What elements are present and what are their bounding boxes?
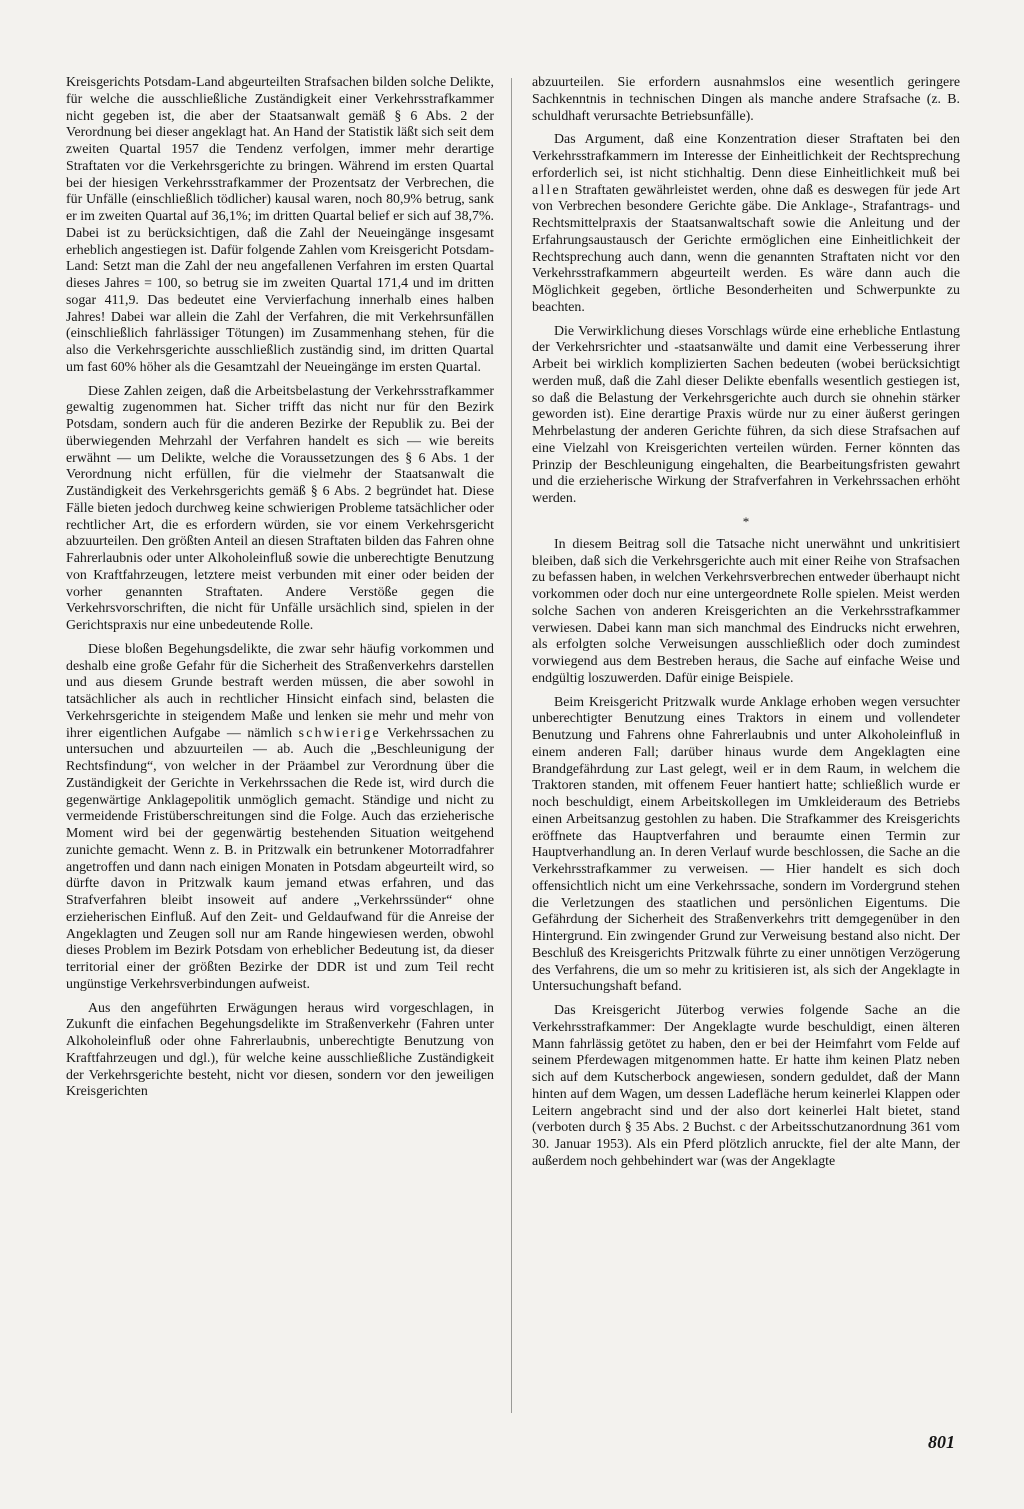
right-column — [532, 75, 960, 1178]
paragraph: Beim Kreisgericht Pritzwalk wurde Anklage erhoben wegen versuchter unberechtigter Benutzung eines Traktors in einem und vollendeter Benutzung und Fahrens ohne Fahrerlaubnis und unter Alkoholeinfluß in einem anderen Fall; darüber hinaus wurde dem Angeklagten eine Brandgefährdung zur Last gelegt, weil er in dem Raum, in welchem die Traktoren standen, mit offenem Feuer hantiert hatte; schließlich wurde er noch beschuldigt, einem Arbeitskollegen im Umkleideraum des Betriebs einen Arbeitsanzug gestohlen zu haben. Die Strafkammer des Kreisgerichts eröffnete das Hauptverfahren und beraumte einen Termin zur Hauptverhandlung an. In deren Verlauf wurde beschlossen, die Sache an die Verkehrsstrafkammer zu verweisen. — Hier handelt es sich doch offensichtlich nicht um eine Verkehrssache, sondern im Vordergrund stehen die Verletzungen des staatlichen und persönlichen Eigentums. Die Gefährdung der Sicherheit des Straßenverkehrs tritt demgegenüber in den Hintergrund. Ein zwingender Grund zur Verweisung bestand also nicht. Der Beschluß des Kreisgerichts Pritzwalk führte zu einer unnötigen Verzögerung des Verfahrens, die um so mehr zu kritisieren ist, als sich der Angeklagte in Untersuchungshaft befand. — [532, 694, 960, 995]
paragraph: Aus den angeführten Erwägungen heraus wird vorgeschlagen, in Zukunft die einfachen Begehungsdelikte im Straßenverkehr (Fahren unter Alkoholeinfluß oder ohne Fahrerlaubnis, unberechtigte Benutzung von Kraftfahrzeugen und dgl.), für welche keine ausschließliche Zuständigkeit der Verkehrsgerichte besteht, nicht vor diesen, sondern vor den jeweiligen Kreisgerichten — [66, 1000, 494, 1100]
paragraph: Die Verwirklichung dieses Vorschlags würde eine erhebliche Entlastung der Verkehrsrichter und -staatsanwälte und damit eine Verbesserung ihrer Arbeit bei wirklich komplizierten Sachen bedeuten (wobei berücksichtigt werden muß, daß die Zahl dieser Delikte ebenfalls wesentlich gestiegen ist, so daß die Belastung der Verkehrsgerichte auch durch sie ohnehin stärker geworden ist). Eine derartige Praxis würde nur zu einer äußerst geringen Mehrbelastung der anderen Gerichte führen, da sich diese Strafsachen auf eine Vielzahl von Kreisgerichten verteilen würden. Ferner könnten das Prinzip der Beschleunigung eingehalten, die Bearbeitungsfristen gewahrt und die erzieherische Wirkung der Strafverfahren in Verkehrssachen erhöht werden. — [532, 323, 960, 506]
paragraph: abzuurteilen. Sie erfordern ausnahmslos eine wesentlich geringere Sachkenntnis in technischen Dingen als manche andere Strafsache (z. B. schuldhaft verursachte Betriebsunfälle). — [532, 75, 960, 124]
paragraph — [66, 642, 494, 994]
section-separator: * — [742, 513, 750, 529]
emphasized-text: schwierige — [298, 725, 381, 741]
paragraph — [532, 132, 960, 316]
text-run: Straftaten gewährleistet werden, ohne daß es deswegen für jede Art von Verbrechen besondere Gerichte gäbe. Die Anklage-, Strafantrags- und Rechtsmittelpraxis der Staatsanwaltschaft sowie die Anleitung und der Erfahrungsaustausch der Gerichte ermöglichen eine Einheitlichkeit der Rechtsprechung auch dann, wenn die genannten Straftaten nicht vor den Verkehrsstrafkammern abgeurteilt werden. Es wäre dann auch die Möglichkeit gegeben, örtliche Besonderheiten und Schwerpunkte zu beachten. — [532, 182, 960, 315]
left-column — [66, 75, 494, 1108]
text-run: Diese bloßen Begehungsdelikte, die zwar sehr häufig vorkommen und deshalb eine große Gefahr für die Sicherheit des Straßenverkehrs darstellen und aus diesem Grunde bestraft werden müssen, die aber sowohl in tatsächlicher als auch in rechtlicher Hinsicht einfach sind, belasten die Verkehrsgerichte in steigendem Maße und lenken sie mehr und mehr von ihrer eigentlichen Aufgabe — nämlich — [66, 641, 494, 741]
paragraph: Das Kreisgericht Jüterbog verwies folgende Sache an die Verkehrsstrafkammer: Der Angeklagte wurde beschuldigt, einen älteren Mann fahrlässig getötet zu haben, den er bei der Heimfahrt vom Felde auf seinem Pferdewagen mitgenommen hatte. Er hatte ihm keinen Platz neben sich auf dem Kutscherbock angewiesen, sondern geduldet, daß der Mann hinten auf dem Wagen, um dessen Ladefläche herum keinerlei Klappen oder Leitern angebracht sind und der also dort keinerlei Halt bietet, stand (verboten durch § 35 Abs. 2 Buchst. c der Arbeitsschutzanordnung 361 vom 30. Januar 1953). Als ein Pferd plötzlich anruckte, fiel der alte Mann, der außerdem noch gehbehindert war (was der Angeklagte — [532, 1003, 960, 1169]
column-divider — [511, 78, 512, 1413]
emphasized-text: allen — [532, 182, 570, 198]
paragraph: In diesem Beitrag soll die Tatsache nicht unerwähnt und unkritisiert bleiben, daß sich die Verkehrsgerichte auch mit einer Reihe von Strafsachen zu befassen haben, in welchen Verkehrsverbrechen entweder überhaupt nicht vorkommen oder doch nur eine untergeordnete Rolle spielen. Meist werden solche Sachen von anderen Kreisgerichten an die Verkehrsstrafkammer verwiesen. Dabei kann man sich manchmal des Eindrucks nicht erwehren, als erfolgten solche Verweisungen ausschließlich oder doch zumindest vorwiegend aus dem Bestreben heraus, die Sache auf einfache Weise und endgültig loszuwerden. Dafür einige Beispiele. — [532, 536, 960, 686]
text-run: Das Argument, daß eine Konzentration dieser Straftaten bei den Verkehrsstrafkammern im Interesse der Einheitlichkeit der Rechtsprechung erforderlich sei, ist nicht stichhaltig. Denn diese Einheitlichkeit muß bei — [532, 132, 960, 181]
paragraph: Diese Zahlen zeigen, daß die Arbeitsbelastung der Verkehrsstrafkammer gewaltig zugenommen hat. Sicher trifft das nicht nur für den Bezirk Potsdam, sondern auch für die anderen Bezirke der Republik zu. Bei der überwiegenden Mehrzahl der Verfahren handelt es sich — wie bereits erwähnt — um Delikte, welche die Voraussetzungen des § 6 Abs. 1 der Verordnung nicht erfüllen, für die vielmehr der Staatsanwalt die Zuständigkeit des Verkehrsgerichts gemäß § 6 Abs. 2 begründet hat. Diese Fälle bieten jedoch durchweg keine schwierigen Probleme tatsächlicher oder rechtlicher Art, die es erfordern würden, sie vor einem Verkehrsgericht abzuurteilen. Den größten Anteil an diesen Straftaten bilden das Fahren ohne Fahrerlaubnis oder unter Alkoholeinfluß sowie die unberechtigte Benutzung von Kraftfahrzeugen, letztere meist verbunden mit einer oder beiden der vorher genannten Straftaten. Andere Verstöße gegen die Verkehrsvorschriften, die nicht für Unfälle ursächlich sind, spielen in der Gerichtspraxis nur eine unbedeutende Rolle. — [66, 383, 494, 633]
paragraph: Kreisgerichts Potsdam-Land abgeurteilten Strafsachen bilden solche Delikte, für welche die ausschließliche Zuständigkeit einer Verkehrsstrafkammer nicht gegeben ist, die aber der Staatsanwalt gemäß § 6 Abs. 2 der Verordnung bei dieser angeklagt hat. An Hand der Statistik läßt sich seit dem zweiten Quartal 1957 die Tendenz verfolgen, immer mehr derartige Straftaten vor die Verkehrsgerichte zu bringen. Während im ersten Quartal bei der hiesigen Verkehrsstrafkammer der Prozentsatz der Verbrechen, die für Unfälle (einschließlich tödlicher) kausal waren, noch 80,9% betrug, sank er im zweiten Quartal auf 36,1%; im dritten Quartal belief er sich auf 38,7%. Dabei ist zu berücksichtigen, daß die Zahl der Neueingänge insgesamt erheblich angestiegen ist. Dafür folgende Zahlen vom Kreisgericht Potsdam-Land: Setzt man die Zahl der neu angefallenen Verfahren im ersten Quartal dieses Jahres = 100, so betrug sie im zweiten Quartal 171,4 und im dritten sogar 411,9. Das bedeutet eine Vervierfachung innerhalb eines halben Jahres! Dabei war allein die Zahl der Verfahren, die mit Verkehrsunfällen (einschließlich fahrlässiger Tötungen) im Zusammenhang stehen, für die also die Verkehrsgerichte ausschließlich zuständig sind, im dritten Quartal um fast 60% höher als die Gesamtzahl der Neueingänge im ersten Quartal. — [66, 75, 494, 375]
text-run: Verkehrssachen zu untersuchen und abzuurteilen — ab. Auch die „Beschleunigung der Rechtsfindung“, von welcher in der Präambel zur Verordnung über die Zuständigkeit der Gerichte in Verkehrssachen die Rede ist, wird durch die gegenwärtige Anklagepolitik unmöglich gemacht. Ständige und nicht zu vermeidende Fristüberschreitungen sind die Folge. Auch das erzieherische Moment wird bei der gegenwärtig bestehenden Situation weitgehend zunichte gemacht. Wenn z. B. in Pritzwalk ein betrunkener Motorradfahrer angetroffen und dann nach einigen Monaten in Potsdam abgeurteilt wird, so dürfte davon in Pritzwalk kaum jemand etwas erfahren, und das Strafverfahren bleibt insoweit auf andere „Verkehrssünder“ ohne erzieherischen Einfluß. Auf den Zeit- und Geldaufwand für die Anreise der Angeklagten und Zeugen soll nur am Rande hingewiesen werden, obwohl dieses Problem im Bezirk Potsdam von erheblicher Bedeutung ist, da dieser territorial einer der größten Bezirke der DDR ist und zum Teil recht ungünstige Verkehrsverbindungen aufweist. — [66, 725, 494, 992]
page-number: 801 — [928, 1432, 955, 1452]
